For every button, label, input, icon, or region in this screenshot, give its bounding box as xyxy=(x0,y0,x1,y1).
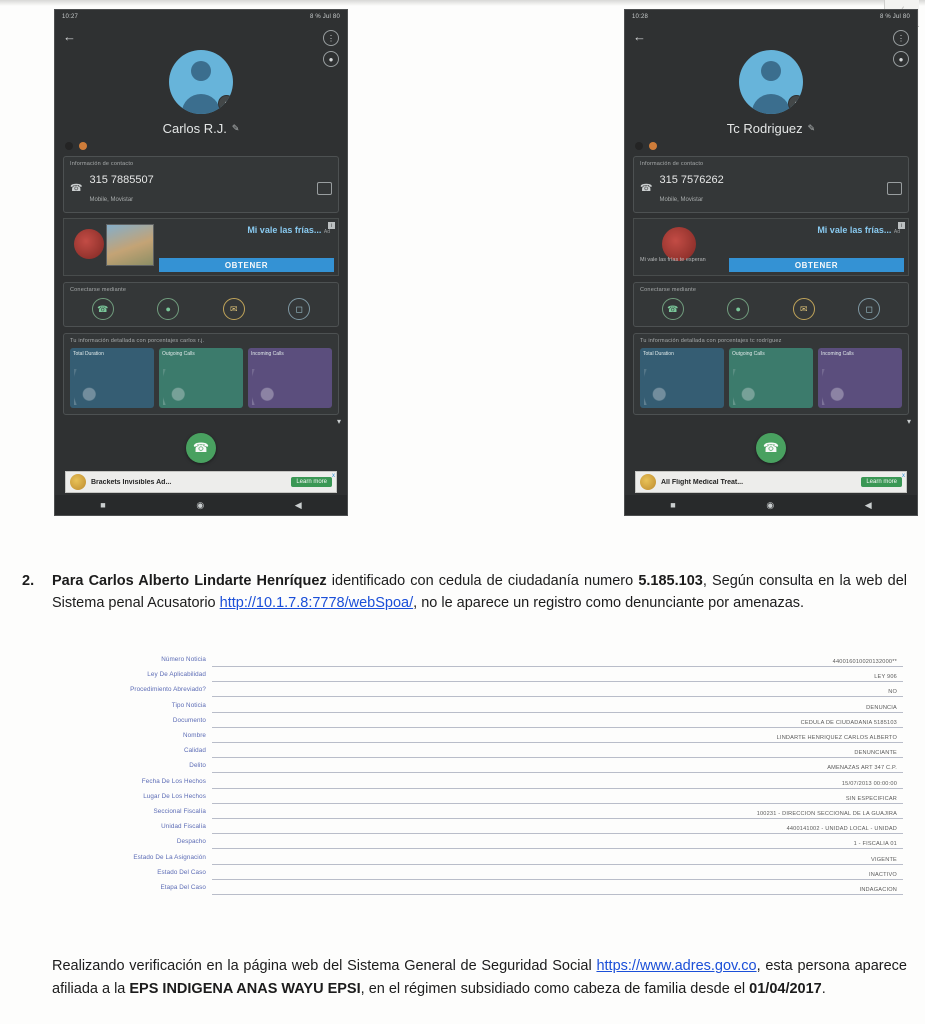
banner-ad-cta[interactable]: Learn more xyxy=(291,477,332,487)
stats-card xyxy=(633,333,909,415)
stat-outgoing-calls[interactable] xyxy=(159,348,243,408)
whatsapp-icon[interactable]: ● xyxy=(727,298,749,320)
stat-total-duration[interactable] xyxy=(640,348,724,408)
stat-illustration xyxy=(163,369,239,405)
row-label: Despacho xyxy=(176,838,206,846)
affiliation-date: 01/04/2017 xyxy=(749,981,822,998)
table-row xyxy=(28,728,903,743)
paragraph-2 xyxy=(22,570,907,615)
ad-info-icon[interactable]: i xyxy=(328,222,335,229)
row-field xyxy=(212,774,903,789)
eps-name: EPS INDIGENA ANAS WAYU EPSI xyxy=(129,981,361,998)
connect-title: Conectarse mediante xyxy=(640,287,697,293)
inline-ad[interactable] xyxy=(633,218,909,276)
ad-logo-icon xyxy=(662,227,696,261)
paragraph-2-text-b: , Según consulta en la web del Sistema penal Acusatorio xyxy=(52,573,908,612)
row-label: Procedimiento Abreviado? xyxy=(130,686,206,694)
status-time: 10:28 xyxy=(632,14,649,20)
back-arrow-icon[interactable]: ← xyxy=(633,28,646,44)
paragraph-3-text-d: . xyxy=(821,981,826,998)
row-label: Fecha De Los Hechos xyxy=(141,777,206,785)
paragraph-3-text-b: , esta persona aparece afiliada a la xyxy=(52,958,907,998)
square-icon[interactable]: ■ xyxy=(100,500,106,510)
close-icon[interactable]: x xyxy=(902,473,905,479)
row-label: Delito xyxy=(189,762,206,770)
stat-outgoing-calls[interactable] xyxy=(729,348,813,408)
ad-subtext: Mi vale las frías te esperan xyxy=(640,257,706,263)
row-value: NO xyxy=(888,689,897,696)
ad-label: Ad xyxy=(893,229,900,235)
sms-icon[interactable]: ✉ xyxy=(223,298,245,320)
avatar-head xyxy=(761,61,781,81)
status-bar xyxy=(55,10,347,24)
paragraph-2-text-a: identificado con cedula de ciudadanía numero xyxy=(326,573,639,589)
avatar-camera-badge-icon[interactable]: ● xyxy=(218,95,233,112)
whatsapp-icon[interactable]: ● xyxy=(157,298,179,320)
inline-ad[interactable] xyxy=(63,218,339,276)
phone-number: 315 7885507 xyxy=(89,174,154,186)
contact-info-title: Información de contacto xyxy=(70,161,134,167)
dot-inactive xyxy=(79,142,87,150)
square-icon[interactable]: ■ xyxy=(670,500,676,510)
contact-header xyxy=(625,50,917,136)
top-right-icon-group xyxy=(323,30,339,67)
phone-screenshot-right xyxy=(624,9,918,516)
chevron-down-icon[interactable]: ▾ xyxy=(336,417,341,426)
phone-number-row[interactable] xyxy=(640,170,902,206)
stat-label: Total Duration xyxy=(643,351,674,357)
video-icon[interactable]: ◻ xyxy=(858,298,880,320)
contact-name: Tc Rodriguez xyxy=(726,121,803,136)
page-indicator-dots xyxy=(55,136,347,150)
stat-illustration xyxy=(74,369,150,405)
row-field xyxy=(212,682,903,697)
table-row xyxy=(28,789,903,804)
row-label: Documento xyxy=(172,716,206,724)
table-row xyxy=(28,682,903,697)
row-field xyxy=(212,789,903,804)
row-field xyxy=(212,758,903,773)
pencil-icon[interactable]: ✎ xyxy=(231,123,240,133)
page-indicator-dots xyxy=(625,136,917,150)
status-indicators: 8 % Jul 80 xyxy=(879,14,910,20)
stat-label: Incoming Calls xyxy=(251,351,284,357)
table-row xyxy=(28,652,903,667)
ad-label: Ad xyxy=(323,229,330,235)
paragraph-number: 2. xyxy=(22,573,35,589)
row-field xyxy=(212,804,903,819)
table-row xyxy=(28,819,903,834)
contact-name-row xyxy=(727,121,815,136)
dot-inactive xyxy=(649,142,657,150)
row-label: Etapa Del Caso xyxy=(160,883,206,891)
banner-ad-cta[interactable]: Learn more xyxy=(861,477,902,487)
row-field xyxy=(212,880,903,895)
table-row xyxy=(28,698,903,713)
bottom-banner-ad[interactable] xyxy=(635,471,907,493)
message-icon[interactable] xyxy=(317,182,332,195)
row-value: DENUNCIANTE xyxy=(854,750,897,757)
row-label: Calidad xyxy=(183,747,206,755)
row-value: LEY 906 xyxy=(874,674,897,681)
call-icon: ☎ xyxy=(70,182,83,194)
ad-headline: Mi vale las frías... Ad xyxy=(817,225,900,235)
phone-subtitle: Mobile, Movistar xyxy=(659,197,704,203)
stats-card xyxy=(63,333,339,415)
connect-actions xyxy=(640,298,902,320)
phone-number: 315 7576262 xyxy=(659,174,724,186)
status-bar xyxy=(625,10,917,24)
row-value: CEDULA DE CIUDADANIA 5185103 xyxy=(800,719,897,726)
row-value: AMENAZAS ART 347 C.P. xyxy=(827,765,897,772)
row-value: 15/07/2013 00:00:00 xyxy=(841,780,897,787)
close-icon[interactable]: x xyxy=(332,473,335,479)
row-value: 1 - FISCALIA 01 xyxy=(853,841,897,848)
row-field xyxy=(212,850,903,865)
banner-ad-thumbnail xyxy=(70,474,86,490)
row-label: Número Noticia xyxy=(161,656,206,664)
phone-number-row[interactable] xyxy=(70,170,332,206)
row-field xyxy=(212,728,903,743)
table-row xyxy=(28,743,903,758)
row-value: INACTIVO xyxy=(868,871,897,878)
top-right-icon-group xyxy=(893,30,909,67)
sms-icon[interactable]: ✉ xyxy=(793,298,815,320)
app-top-bar xyxy=(625,24,917,48)
paragraph-3-text-c: , en el régimen subsidiado como cabeza de familia desde el xyxy=(360,981,750,998)
table-row xyxy=(28,667,903,682)
row-field xyxy=(212,667,903,682)
ad-cta-button[interactable]: OBTENER xyxy=(729,258,904,272)
avatar xyxy=(739,50,803,114)
stat-incoming-calls[interactable] xyxy=(248,348,332,408)
row-field xyxy=(212,834,903,849)
banner-ad-thumbnail xyxy=(640,474,656,490)
paragraph-2-text-c: , no le aparece un registro como denunciante por amenazas. xyxy=(413,595,805,612)
contact-header xyxy=(55,50,347,136)
stat-label: Outgoing Calls xyxy=(732,351,765,357)
row-value: VIGENTE xyxy=(871,856,897,863)
stat-label: Incoming Calls xyxy=(821,351,854,357)
paragraph-2-body xyxy=(52,570,907,615)
stat-illustration xyxy=(644,369,720,405)
table-row xyxy=(28,758,903,773)
overflow-menu-icon[interactable]: ⋮ xyxy=(323,30,339,46)
message-icon[interactable] xyxy=(887,182,902,195)
avatar-camera-badge-icon[interactable]: ● xyxy=(788,95,803,112)
status-indicators: 8 % Jul 80 xyxy=(309,14,340,20)
back-arrow-icon[interactable]: ← xyxy=(63,28,76,44)
table-row xyxy=(28,834,903,849)
avatar-body xyxy=(182,94,220,114)
row-value: INDAGACION xyxy=(859,886,897,893)
connect-card xyxy=(63,282,339,327)
row-value: 100231 - DIRECCION SECCIONAL DE LA GUAJIRA xyxy=(756,810,897,817)
person-name: Para Carlos Alberto Lindarte Henríquez xyxy=(52,573,327,589)
android-nav-bar xyxy=(55,495,347,515)
avatar xyxy=(169,50,233,114)
stats-row xyxy=(70,348,332,408)
table-row xyxy=(28,849,903,864)
spoa-record-table xyxy=(28,652,903,895)
row-value: 4400141002 - UNIDAD LOCAL - UNIDAD xyxy=(786,826,897,833)
banner-ad-text: Brackets Invisibles Ad... xyxy=(91,478,172,486)
row-field xyxy=(212,819,903,834)
adres-link[interactable]: https://www.adres.gov.co xyxy=(596,958,757,974)
stats-title: Tu información detallada con porcentajes tc rodríguez xyxy=(640,338,782,344)
banner-ad-text: All Flight Medical Treat... xyxy=(661,478,744,486)
row-value: LINDARTE HENRIQUEZ CARLOS ALBERTO xyxy=(776,735,897,742)
call-fab-button[interactable]: ☎ xyxy=(186,433,216,463)
chevron-down-icon[interactable]: ▾ xyxy=(906,417,911,426)
row-field xyxy=(212,865,903,880)
stat-illustration xyxy=(252,369,328,405)
dot-active xyxy=(65,142,73,150)
ad-cta-button[interactable]: OBTENER xyxy=(159,258,334,272)
stat-incoming-calls[interactable] xyxy=(818,348,902,408)
row-label: Estado De La Asignación xyxy=(133,853,206,861)
video-icon[interactable]: ◻ xyxy=(288,298,310,320)
spoa-link[interactable]: http://10.1.7.8:7778/webSpoa/ xyxy=(219,595,414,612)
row-field xyxy=(212,652,903,667)
call-fab-button[interactable]: ☎ xyxy=(756,433,786,463)
screenshots-row xyxy=(0,4,925,524)
add-contact-icon[interactable]: ● xyxy=(893,51,909,67)
row-label: Estado Del Caso xyxy=(157,868,206,876)
table-row xyxy=(28,880,903,895)
connect-actions xyxy=(70,298,332,320)
stats-title: Tu información detallada con porcentajes carlos r.j. xyxy=(70,338,205,344)
row-label: Tipo Noticia xyxy=(171,701,206,709)
row-field xyxy=(212,698,903,713)
stats-row xyxy=(640,348,902,408)
table-row xyxy=(28,865,903,880)
row-label: Seccional Fiscalía xyxy=(153,807,206,815)
row-value: SIN ESPECIFICAR xyxy=(845,795,897,802)
table-row xyxy=(28,804,903,819)
stat-illustration xyxy=(733,369,809,405)
connect-title: Conectarse mediante xyxy=(70,287,127,293)
paragraph-3-text-a: Realizando verificación en la página web del Sistema General de Seguridad Social xyxy=(52,958,597,974)
bottom-banner-ad[interactable] xyxy=(65,471,337,493)
stat-label: Total Duration xyxy=(73,351,104,357)
circle-icon[interactable]: ◉ xyxy=(196,499,205,510)
ad-headline: Mi vale las frías... Ad xyxy=(247,225,330,235)
avatar-head xyxy=(191,61,211,81)
ad-thumbnail xyxy=(106,224,154,266)
status-time: 10:27 xyxy=(62,14,79,20)
android-nav-bar xyxy=(625,495,917,515)
cedula-number: 5.185.103 xyxy=(638,573,703,589)
contact-info-card xyxy=(633,156,909,213)
contact-info-card xyxy=(63,156,339,213)
row-label: Nombre xyxy=(183,732,206,740)
app-top-bar xyxy=(55,24,347,48)
connect-card xyxy=(633,282,909,327)
phone-subtitle: Mobile, Movistar xyxy=(89,197,134,203)
dot-active xyxy=(635,142,643,150)
contact-name-row xyxy=(163,121,240,136)
contact-name: Carlos R.J. xyxy=(162,121,227,136)
row-value: DENUNCIA xyxy=(866,704,897,711)
row-value: 440016010020132000** xyxy=(832,659,897,666)
triangle-back-icon[interactable]: ◀ xyxy=(294,499,302,510)
call-icon[interactable]: ☎ xyxy=(92,298,114,320)
row-field xyxy=(212,743,903,758)
row-label: Ley De Aplicabilidad xyxy=(147,671,206,679)
overflow-menu-icon[interactable]: ⋮ xyxy=(893,30,909,46)
stat-total-duration[interactable] xyxy=(70,348,154,408)
row-field xyxy=(212,713,903,728)
ad-info-icon[interactable]: i xyxy=(898,222,905,229)
row-label: Unidad Fiscalía xyxy=(161,823,206,831)
table-row xyxy=(28,713,903,728)
ad-logo-icon xyxy=(74,229,104,259)
contact-info-title: Información de contacto xyxy=(640,161,704,167)
pencil-icon[interactable]: ✎ xyxy=(807,123,816,133)
triangle-back-icon[interactable]: ◀ xyxy=(864,499,872,510)
paragraph-3 xyxy=(52,955,907,1001)
phone-screenshot-left xyxy=(54,9,348,516)
table-row xyxy=(28,774,903,789)
avatar-body xyxy=(752,94,790,114)
row-label: Lugar De Los Hechos xyxy=(143,792,206,800)
call-icon[interactable]: ☎ xyxy=(662,298,684,320)
circle-icon[interactable]: ◉ xyxy=(766,499,775,510)
add-contact-icon[interactable]: ● xyxy=(323,51,339,67)
call-icon: ☎ xyxy=(640,182,653,194)
stat-illustration xyxy=(822,369,898,405)
stat-label: Outgoing Calls xyxy=(162,351,195,357)
